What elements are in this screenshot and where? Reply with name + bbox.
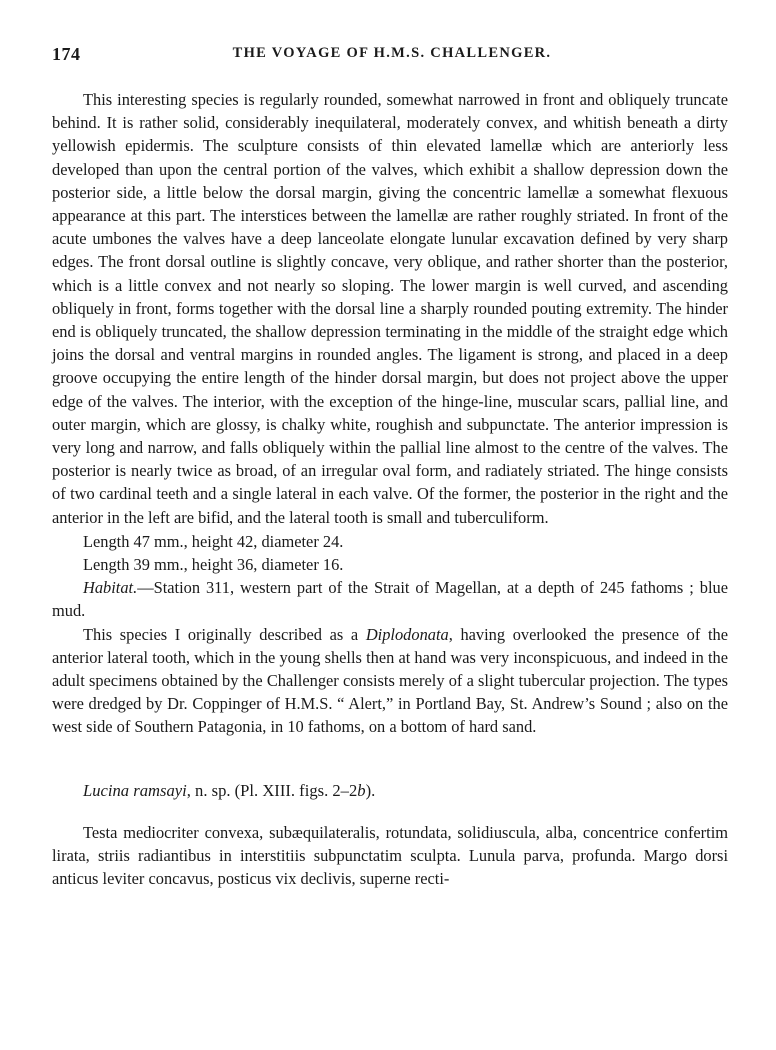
page-body bbox=[52, 88, 728, 891]
measurement-line-1: Length 47 mm., height 42, diameter 24. bbox=[83, 531, 344, 551]
latin-diagnosis-paragraph: Testa mediocriter convexa, subæquilateralis, rotundata, solidiuscula, alba, concentrice confertim lirata, striis radiantibus in interstitiis subpunctatim sculpta. Lunula parva, profunda. Margo dorsi anticus leviter concavus, posticus vix declivis, superne recti- bbox=[52, 822, 728, 889]
species-heading-close: ). bbox=[365, 780, 376, 800]
running-title: THE VOYAGE OF H.M.S. CHALLENGER. bbox=[232, 45, 552, 61]
remarks-text-end: , having overlooked the presence of the anterior lateral tooth, which in the young shells then at hand was very inconspicuous, and indeed in the adult specimens obtained by the Challenger consists merely of a slight tubercular projection. The types were dredged by Dr. Coppinger of H.M.S. “ Alert,” in Portland Bay, St. Andrew’s Sound ; also on the west side of Southern Patagonia, in 10 fathoms, on a bottom of hard sand. bbox=[52, 624, 728, 737]
new-species-heading bbox=[52, 779, 728, 802]
genus-name: Diplodonata bbox=[365, 624, 449, 644]
page-number: 174 bbox=[52, 44, 81, 64]
species-description-paragraph: This interesting species is regularly rounded, somewhat narrowed in front and obliquely truncate behind. It is rather solid, considerably inequilateral, moderately convex, and whitish beneath a dirty yellowish epidermis. The sculpture consists of thin elevated lamellæ which are anteriorly less developed than upon the central portion of the valves, which exhibit a shallow depression down the posterior side, a little below the dorsal margin, giving the concentric lamellæ a somewhat flexuous appearance at this part. The interstices between the lamellæ are rather roughly striated. In front of the acute umbones the valves have a deep lanceolate elongate lunular excavation defined by very sharp edges. The front dorsal outline is slightly concave, very oblique, and rather shorter than the posterior, which is a little convex and not nearly so sloping. The lower margin is well curved, and ascending obliquely in front, forms together with the dorsal line a sharply rounded pouting extremity. The hinder end is obliquely truncated, the shallow depression terminating in the middle of the straight edge which joins the dorsal and ventral margins in rounded angles. The ligament is strong, and placed in a deep groove occupying the entire length of the hinder dorsal margin, but does not project above the upper edge of the valves. The interior, with the exception of the hinge-line, muscular scars, pallial line, and outer margin, which are glossy, is chalky white, roughish and subpunctate. The anterior impression is very long and narrow, and falls obliquely within the pallial line almost to the centre of the valves. The posterior is nearly twice as broad, of an irregular oval form, and radiately striated. The hinge consists of two cardinal teeth and a single lateral in each valve. Of the former, the posterior in the right and the anterior in the left are bifid, and the lateral tooth is small and tuberculiform. bbox=[52, 90, 728, 527]
species-plate-reference: , n. sp. (Pl. XIII. figs. 2–2 bbox=[186, 780, 358, 800]
remarks-paragraph bbox=[52, 623, 728, 739]
remarks-text-start: This species I originally described as a bbox=[83, 624, 366, 644]
figure-letter: b bbox=[357, 780, 366, 800]
page-header bbox=[52, 44, 732, 68]
habitat-label: Habitat. bbox=[83, 578, 138, 598]
habitat-text: —Station 311, western part of the Strait of Magellan, at a depth of 245 fathoms ; blue mud. bbox=[52, 578, 728, 621]
measurement-line-2: Length 39 mm., height 36, diameter 16. bbox=[83, 555, 344, 575]
species-name: Lucina ramsayi bbox=[83, 780, 187, 800]
habitat-paragraph bbox=[52, 576, 728, 622]
